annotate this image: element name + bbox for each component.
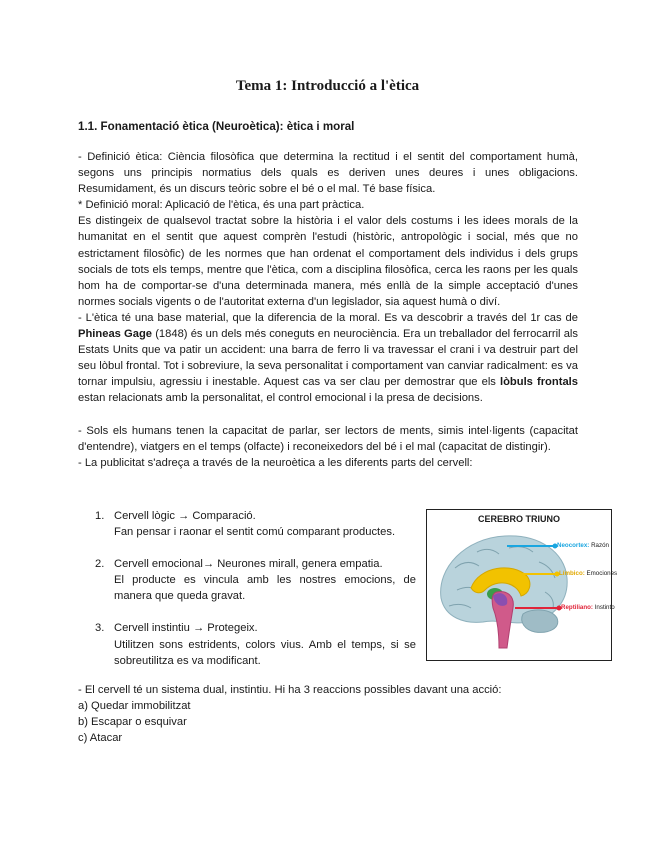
reaction-option: a) Quedar immobilitzat: [78, 700, 191, 713]
neocortex-label: [557, 542, 609, 549]
label-name: Límbico:: [559, 570, 585, 577]
page-title: Tema 1: Introducció a l'ètica: [235, 78, 420, 94]
list-number: 1.: [95, 510, 105, 522]
limbic-label: [559, 570, 617, 577]
section-heading: 1.1. Fonamentació ètica (Neuroètica): ètica i moral: [78, 120, 355, 133]
cerebellum-shape: [522, 610, 558, 632]
list-item-heading: Cervell instintiu → Protegeix.: [114, 622, 258, 635]
list-item: [78, 556, 416, 604]
list-number: 3.: [95, 622, 105, 635]
list-item: [78, 620, 416, 668]
definition-moral: * Definició moral: Aplicació de l'ètica, és una part pràctica.: [78, 199, 365, 212]
phineas-gage-paragraph: [78, 310, 578, 407]
brain-illustration: [427, 510, 611, 660]
reptilian-label: [561, 604, 615, 611]
list-item-heading: Cervell emocional→ Neurones mirall, genera empatia.: [114, 558, 383, 571]
reaction-option: c) Atacar: [78, 732, 123, 745]
reaction-option: b) Escapar o esquivar: [78, 716, 187, 729]
phineas-gage-name: Phineas Gage: [78, 328, 153, 341]
label-desc: Emociones: [586, 570, 618, 577]
distinction-paragraph: Es distingeix de qualsevol tractat sobre la història i el valor dels costums i les idees morals de la humanitat en el sentit que aquest comprèn l'estudi (històric, antropològic i social, més que no estrictament filosòfic) de les normes que han ordenat el comportament dels individus i dels grups socials de tots els temps, mentre que l'ètica, com a disciplina filosòfica, cerca les raons per les quals hom ha de comportar-se d'una determinada manera, més enllà de la simple acceptació d'unes normes socials vigents o de l'autoritat externa d'un legislador, sia aquest humà o diví.: [78, 215, 578, 308]
list-number: 2.: [95, 558, 105, 571]
gage-text-3: estan relacionats amb la personalitat, el control emocional i la presa de decisions.: [78, 392, 483, 405]
gage-text-2: (1848) és un dels més coneguts en neurociència. Era un treballador del ferrocarril als Estats Units que va patir un accident: una barra de ferro li va travessar el crani i va destruir part del seu lòbul frontal. Tot i sobreviure, la seva personalitat i comportament van canviar radicalment: es va tornar impulsiu, agressiu i inestable. Aquest cas va ser clau per demostrar que els: [78, 328, 578, 389]
gage-text-1: - L'ètica té una base material, que la diferencia de la moral. Es va descobrir a través del 1r cas de: [78, 311, 578, 324]
dual-system-block: [78, 682, 578, 746]
label-name: Reptiliano:: [561, 604, 593, 611]
list-item-body: Utilitzen sons estridents, colors vius. Amb el temps, si se sobreutilitza es va modificant.: [114, 638, 416, 667]
main-text: [78, 149, 578, 471]
list-item-body: Fan pensar i raonar el sentit comú comparant productes.: [114, 526, 396, 539]
triune-brain-figure: [426, 509, 618, 661]
list-item: [78, 508, 416, 540]
figure-title: CEREBRO TRIUNO: [477, 514, 560, 524]
advertising-paragraph: - La publicitat s'adreça a través de la neuroètica a les diferents parts del cervell:: [78, 456, 473, 469]
label-name: Neocortex:: [557, 542, 590, 549]
list-item-body: El producte es vincula amb les nostres emocions, de manera que queda gravat.: [114, 574, 416, 603]
dual-system-intro: - El cervell té un sistema dual, instintiu. Hi ha 3 reaccions possibles davant una acció:: [78, 684, 502, 696]
list-item-heading: Cervell lògic → Comparació.: [114, 510, 256, 522]
label-desc: Instinto: [594, 604, 615, 611]
frontal-lobes-term: lòbuls frontals: [499, 376, 578, 389]
label-desc: Razón: [591, 542, 609, 549]
brain-types-list: [78, 508, 416, 669]
definition-ethics: - Definició ètica: Ciència filosòfica que determina la rectitud i el sentit del comportament humà, segons uns principis normatius dels quals es deriven unes deures i unes obligacions. Resumidament, és un discurs teòric sobre el bé o el mal. Té base física.: [78, 151, 578, 196]
humans-paragraph: - Sols els humans tenen la capacitat de parlar, ser lectors de ments, simis intel·ligents (capacitat d'entendre), viatgers en el temps (olfacte) i reconeixedors del bé i el mal (capacitat de distingir).: [78, 424, 578, 453]
